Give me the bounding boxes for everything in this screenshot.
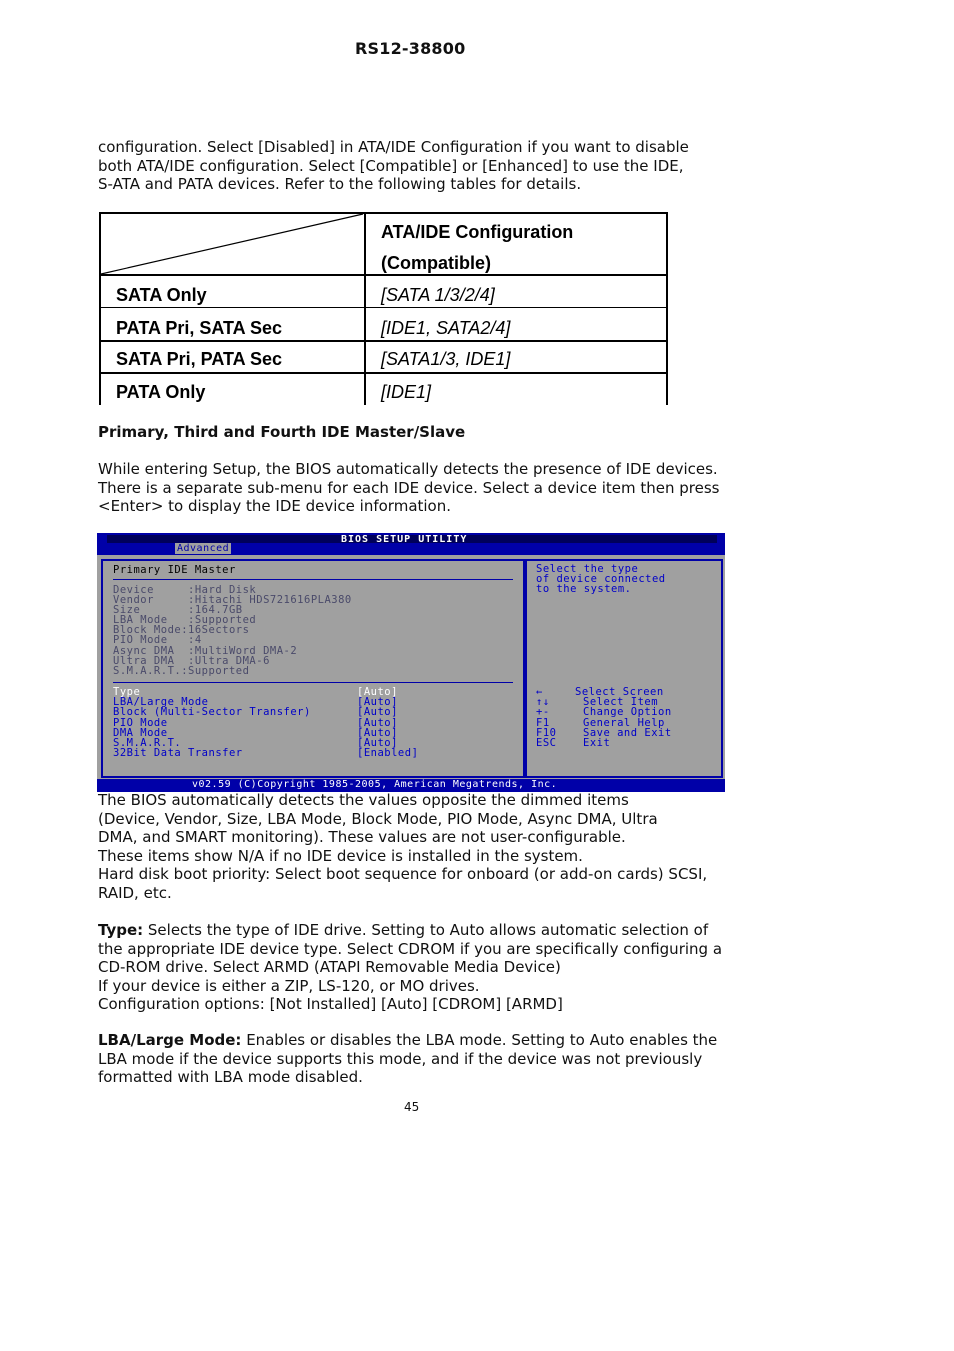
table-mode-cell: PATA Only: [116, 382, 206, 402]
text-line: There is a separate sub-menu for each IDE device. Select a device item then press: [98, 478, 720, 497]
text-line: The BIOS automatically detects the values opposite the dimmed items: [98, 791, 629, 809]
table-mode-cell: SATA Only: [116, 285, 207, 305]
bios-key-f1: F1: [536, 717, 550, 729]
bios-option-32bit-transfer[interactable]: 32Bit Data Transfer: [113, 747, 243, 759]
bios-key-action: Change Option: [583, 706, 672, 718]
bios-screenshot: [97, 533, 725, 792]
text-line: both ATA/IDE configuration. Select [Compatible] or [Enhanced] to use the IDE,: [98, 156, 684, 175]
bios-key-action: Exit: [583, 737, 611, 749]
bios-key-action: Select Screen: [575, 686, 664, 698]
lba-term: LBA/Large Mode:: [98, 1031, 242, 1049]
bios-option-dma-mode[interactable]: DMA Mode: [113, 727, 168, 739]
bios-info-line: Size :164.7GB: [113, 604, 243, 616]
bios-info-line: S.M.A.R.T.:Supported: [113, 665, 250, 677]
bios-tab-advanced[interactable]: Advanced: [177, 543, 230, 554]
bios-info-line: Ultra DMA :Ultra DMA-6: [113, 655, 270, 667]
table-value-cell: [IDE1, SATA2/4]: [381, 318, 511, 338]
bios-key-up-down-arrows: ↑↓: [536, 696, 550, 708]
text-line: [98, 921, 738, 940]
table-divider: [99, 307, 668, 308]
bios-key-plus-minus: +-: [536, 706, 550, 718]
text-line: If your device is either a ZIP, LS-120, or MO drives.: [98, 976, 480, 995]
text-line: (Device, Vendor, Size, LBA Mode, Block Mode, PIO Mode, Async DMA, Ultra: [98, 809, 658, 828]
bios-key-action: Save and Exit: [583, 727, 672, 739]
table-mode-cell: SATA Pri, PATA Sec: [116, 349, 283, 369]
bios-help-line: Select the type: [536, 563, 639, 575]
intro-paragraph: [98, 138, 738, 194]
bios-option-value[interactable]: [Enabled]: [357, 747, 419, 759]
bios-key-action: Select Item: [583, 696, 659, 708]
bios-key-left-arrow: ←: [536, 686, 543, 698]
text-line: While entering Setup, the BIOS automatically detects the presence of IDE devices.: [98, 460, 718, 478]
bios-info-line: Device :Hard Disk: [113, 584, 257, 596]
table-header-title: ATA/IDE Configuration: [381, 222, 574, 242]
bios-separator: [113, 579, 513, 580]
text-line: the appropriate IDE device type. Select CDROM if you are specifically configuring a: [98, 939, 723, 958]
bios-option-block[interactable]: Block (Multi-Sector Transfer): [113, 706, 311, 718]
table-divider: [99, 372, 668, 374]
text-line: formatted with LBA mode disabled.: [98, 1068, 363, 1086]
table-divider: [99, 340, 668, 342]
text-line: RAID, etc.: [98, 883, 172, 902]
section-heading: Primary, Third and Fourth IDE Master/Slave: [98, 423, 466, 441]
bios-info-line: Block Mode:16Sectors: [113, 624, 250, 636]
bios-info-line: PIO Mode :4: [113, 634, 202, 646]
bios-option-type[interactable]: Type: [113, 686, 141, 698]
table-value-cell: [SATA1/3, IDE1]: [381, 349, 511, 369]
bios-separator: [113, 682, 513, 683]
text-line: [98, 1031, 738, 1050]
lba-definition: Enables or disables the LBA mode. Setting to Auto enables the: [241, 1031, 718, 1049]
bios-option-pio-mode[interactable]: PIO Mode: [113, 717, 168, 729]
text-line: LBA mode if the device supports this mode, and if the device was not previously: [98, 1049, 703, 1068]
bios-panel-title: Primary IDE Master: [113, 564, 236, 576]
bios-option-smart[interactable]: S.M.A.R.T.: [113, 737, 182, 749]
bios-help-line: to the system.: [536, 583, 632, 595]
text-line: CD-ROM drive. Select ARMD (ATAPI Removable Media Device): [98, 958, 561, 976]
bios-title: BIOS SETUP UTILITY: [341, 534, 468, 545]
bios-help-line: of device connected: [536, 573, 666, 585]
text-line: Hard disk boot priority: Select boot sequence for onboard (or add-on cards) SCSI,: [98, 865, 708, 883]
text-line: <Enter> to display the IDE device information.: [98, 497, 452, 515]
bios-key-f10: F10: [536, 727, 557, 739]
text-line: Configuration options: [Not Installed] [Auto] [CDROM] [ARMD]: [98, 995, 563, 1013]
bios-option-value[interactable]: [Auto]: [357, 706, 398, 718]
bios-info-line: Vendor :Hitachi HDS721616PLA380: [113, 594, 352, 606]
document-header: RS12-38800: [355, 39, 466, 58]
table-mode-cell: PATA Pri, SATA Sec: [116, 318, 283, 338]
bios-info-line: LBA Mode :Supported: [113, 614, 257, 626]
bios-info-line: Async DMA :MultiWord DMA-2: [113, 645, 298, 657]
type-definition: Selects the type of IDE drive. Setting to Auto allows automatic selection of: [143, 921, 709, 939]
text-line: configuration. Select [Disabled] in ATA/IDE Configuration if you want to disable: [98, 138, 689, 156]
bios-copyright: v02.59 (C)Copyright 1985-2005, American Megatrends, Inc.: [192, 779, 558, 790]
ata-ide-config-table: [99, 212, 668, 405]
bios-option-value[interactable]: [Auto]: [357, 696, 398, 708]
table-header-subtitle: (Compatible): [381, 253, 491, 273]
page-number: 45: [404, 1100, 420, 1114]
section-intro-paragraph: [98, 460, 738, 516]
bios-option-value[interactable]: [Auto]: [357, 727, 398, 739]
bios-description-paragraph: [98, 791, 738, 902]
bios-key-esc: ESC: [536, 737, 557, 749]
lba-description: [98, 1031, 738, 1087]
bios-key-action: General Help: [583, 717, 665, 729]
table-value-cell: [SATA 1/3/2/4]: [381, 285, 495, 305]
bios-title-bar: [97, 533, 725, 555]
diagonal-header-line: [99, 212, 365, 276]
text-line: These items show N/A if no IDE device is installed in the system.: [98, 846, 583, 865]
type-term: Type:: [98, 921, 144, 939]
table-value-cell: [IDE1]: [381, 382, 432, 402]
text-line: S-ATA and PATA devices. Refer to the following tables for details.: [98, 175, 582, 193]
bios-option-value[interactable]: [Auto]: [357, 737, 398, 749]
table-divider: [99, 274, 668, 276]
bios-option-value[interactable]: [Auto]: [357, 686, 398, 698]
bios-option-lba-large-mode[interactable]: LBA/Large Mode: [113, 696, 209, 708]
bios-option-value[interactable]: [Auto]: [357, 717, 398, 729]
text-line: DMA, and SMART monitoring). These values are not user-configurable.: [98, 828, 626, 846]
type-description: [98, 921, 738, 1014]
